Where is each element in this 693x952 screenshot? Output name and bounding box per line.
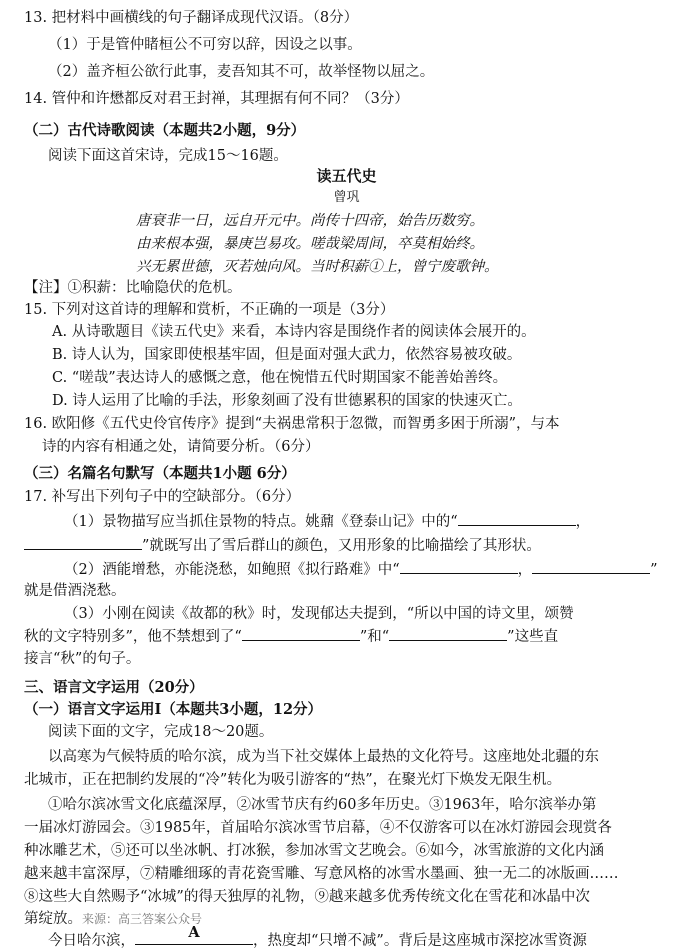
poem-line-2: 由来根本强，暴庚岂易攻。嗟哉梁周间，卒莫相始终。 — [136, 236, 484, 252]
passage-para-2-line-1: ①哈尔滨冰雪文化底蕴深厚，②冰雪节庆有约60多年历史。③1963年，哈尔滨举办第 — [48, 797, 597, 813]
q17-item-3-line-3: 接言“秋”的句子。 — [24, 651, 141, 667]
passage-para-3-rest: ，热度却“只增不减”。背后是这座城市深挖冰雪资源 — [253, 933, 587, 949]
q15-option-c: C. “嗟哉”表达诗人的感慨之意，他在惋惜五代时期国家不能善始善终。 — [52, 370, 508, 386]
source-watermark: 来源：高三答案公众号 — [82, 912, 203, 926]
poem-line-1: 唐衰非一日，远自开元中。尚传十四帝，始告历数穷。 — [136, 213, 484, 229]
passage-para-2-line-3: 种冰雕艺术，⑤还可以坐冰帆、打冰猴，参加冰雪文艺晚会。⑥如今，冰雪旅游的文化内涵 — [24, 843, 604, 859]
q13-stem: 13. 把材料中画横线的句子翻译成现代汉语。（8分） — [24, 10, 359, 26]
section-3-header: （三）名篇名句默写（本题共1小题 6分） — [24, 465, 296, 482]
answer-blank-1[interactable] — [458, 511, 576, 526]
answer-blank-4[interactable] — [532, 559, 650, 574]
poem-title: 读五代史 — [316, 167, 377, 185]
passage-para-2-line-4: 越来越丰富深厚，⑦精雕细琢的青花瓷雪雕、写意风格的冰雪水墨画、独一无二的冰版画…… — [24, 866, 619, 882]
passage-para-1-line-1: 以高寒为气候特质的哈尔滨，成为当下社交媒体上最热的文化符号。这座地处北疆的东 — [48, 749, 599, 765]
q17-item-3-text-2: ”和“ — [359, 629, 390, 645]
q17-item-1-comma: ， — [575, 514, 591, 530]
poem-note: 【注】①积薪：比喻隐伏的危机。 — [24, 280, 242, 296]
q15-option-a: A. 从诗歌题目《读五代史》来看，本诗内容是围绕作者的阅读体会展开的。 — [52, 324, 536, 340]
answer-blank-2[interactable] — [24, 535, 142, 550]
q17-item-2-quote: ” — [650, 562, 658, 578]
answer-blank-3[interactable] — [400, 559, 518, 574]
q16-line-2: 诗的内容有相通之处，请简要分析。（6分） — [42, 439, 320, 455]
q15-option-d: D. 诗人运用了比喻的手法，形象刻画了没有世德累积的国家的快速灭亡。 — [52, 393, 522, 409]
poem-line-3: 兴无累世德，灭若烛向风。当时积薪①上，曾宁废歌钟。 — [136, 259, 499, 275]
part-3-header: 三、语言文字运用（20分） — [24, 679, 204, 696]
part-3-subheader: （一）语言文字运用Ⅰ（本题共3小题，12分） — [24, 701, 323, 718]
q17-item-1-text: （1）景物描写应当抓住景物的特点。姚鼐《登泰山记》中的“ — [64, 514, 458, 530]
passage-para-3-line-1 — [48, 924, 587, 951]
q17-item-1-line-2 — [24, 535, 541, 556]
q17-item-2-line-1 — [64, 559, 658, 580]
answer-blank-5[interactable] — [242, 626, 360, 641]
section-2-intro: 阅读下面这首宋诗，完成15～16题。 — [48, 148, 288, 164]
part-3-intro: 阅读下面的文字，完成18～20题。 — [48, 724, 274, 740]
q16-line-1: 16. 欧阳修《五代史伶官传序》提到“夫祸患常积于忽微，而智勇多困于所溺”，与本 — [24, 416, 560, 432]
q17-item-2-comma: ， — [517, 562, 533, 578]
passage-para-3-start: 今日哈尔滨， — [48, 933, 135, 949]
q17-item-2-text: （2）酒能增愁，亦能浇愁，如鲍照《拟行路难》中“ — [64, 562, 400, 578]
passage-para-2-line-2: 一届冰灯游园会。③1985年，首届哈尔滨冰雪节启幕，④不仅游客可以在冰灯游园会现赏各 — [24, 820, 612, 836]
passage-para-2-line-5: ⑧这些大自然赐予“冰城”的得天独厚的礼物，⑨越来越多优秀传统文化在雪花和冰晶中次 — [24, 889, 590, 905]
q17-item-2-line-2: 就是借酒浇愁。 — [24, 583, 126, 599]
passage-para-2-end: 第绽放。 — [24, 911, 82, 927]
answer-blank-6[interactable] — [389, 626, 507, 641]
q17-item-3-line-1: （3）小刚在阅读《故都的秋》时，发现郁达夫提到，“所以中国的诗文里，颂赞 — [64, 606, 574, 622]
passage-para-1-line-2: 北城市，正在把制约发展的“冷”转化为吸引游客的“热”，在聚光灯下焕发无限生机。 — [24, 772, 562, 788]
q17-item-3-text-3: ”这些直 — [507, 629, 559, 645]
q13-sentence-2: （2）盖齐桓公欲行此事，麦吾知其不可，故举怪物以屈之。 — [48, 64, 435, 80]
q13-sentence-1: （1）于是管仲睹桓公不可穷以辞，因设之以事。 — [48, 37, 362, 53]
q17-item-3-line-2 — [24, 626, 558, 647]
blank-a-label: A — [188, 924, 200, 941]
q14-stem: 14. 管仲和许懋都反对君王封禅，其理据有何不同？（3分） — [24, 91, 409, 107]
section-2-header: （二）古代诗歌阅读（本题共2小题，9分） — [24, 122, 306, 139]
q17-item-1-tail: ”就既写出了雪后群山的颜色，又用形象的比喻描绘了其形状。 — [142, 538, 541, 554]
q17-item-3-text-1: 秋的文字特别多”，他不禁想到了“ — [24, 629, 242, 645]
poem-author: 曾巩 — [333, 190, 360, 205]
answer-blank-a[interactable] — [135, 924, 253, 945]
q15-stem: 15. 下列对这首诗的理解和赏析，不正确的一项是（3分） — [24, 302, 395, 318]
q17-item-1-line-1 — [64, 511, 590, 532]
q17-stem: 17. 补写出下列句子中的空缺部分。（6分） — [24, 489, 301, 505]
q15-option-b: B. 诗人认为，国家即使根基牢固，但是面对强大武力，依然容易被攻破。 — [52, 347, 522, 363]
